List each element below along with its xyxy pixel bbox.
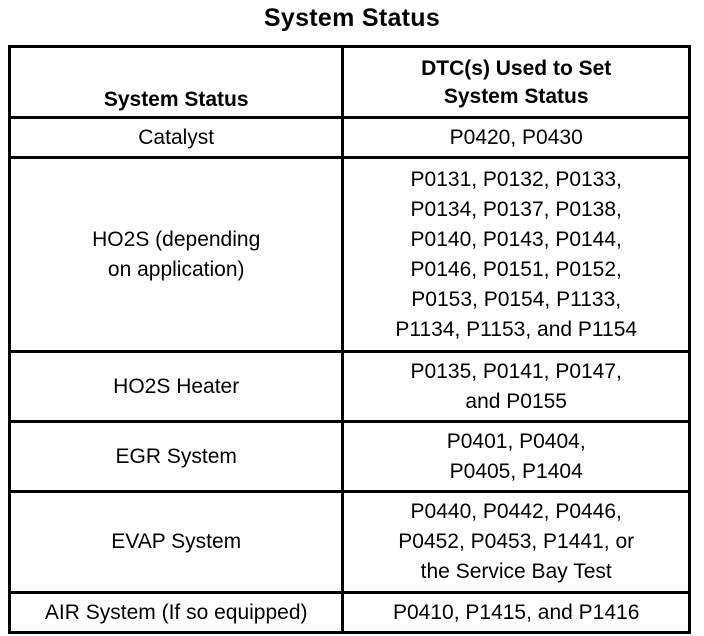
system-cell: Catalyst — [10, 118, 343, 158]
table-row-evap — [10, 492, 690, 593]
table-row-ho2s — [10, 158, 690, 352]
system-cell: EVAP System — [10, 492, 343, 593]
table-header-row — [10, 47, 690, 118]
system-cell: AIR System (If so equipped) — [10, 593, 343, 633]
table-row-ho2s-heater — [10, 352, 690, 422]
system-cell: HO2S (depending on application) — [10, 158, 343, 352]
page-title: System Status — [263, 4, 441, 32]
column-header-dtcs: DTC(s) Used to Set System Status — [343, 47, 690, 118]
system-cell: EGR System — [10, 422, 343, 492]
system-cell: HO2S Heater — [10, 352, 343, 422]
table-row-catalyst — [10, 118, 690, 158]
table-row-air — [10, 593, 690, 633]
dtc-cell: P0131, P0132, P0133, P0134, P0137, P0138, P0140, P0143, P0144, P0146, P0151, P0152, P0153, P0154, P1133, P1134, P1153, and P1154 — [343, 158, 690, 352]
dtc-cell: P0440, P0442, P0446, P0452, P0453, P1441, or the Service Bay Test — [343, 492, 690, 593]
dtc-cell: P0410, P1415, and P1416 — [343, 593, 690, 633]
column-header-system-status: System Status — [10, 47, 343, 118]
table-row-egr — [10, 422, 690, 492]
dtc-cell: P0135, P0141, P0147, and P0155 — [343, 352, 690, 422]
system-status-table — [8, 45, 691, 634]
dtc-cell: P0420, P0430 — [343, 118, 690, 158]
dtc-cell: P0401, P0404, P0405, P1404 — [343, 422, 690, 492]
